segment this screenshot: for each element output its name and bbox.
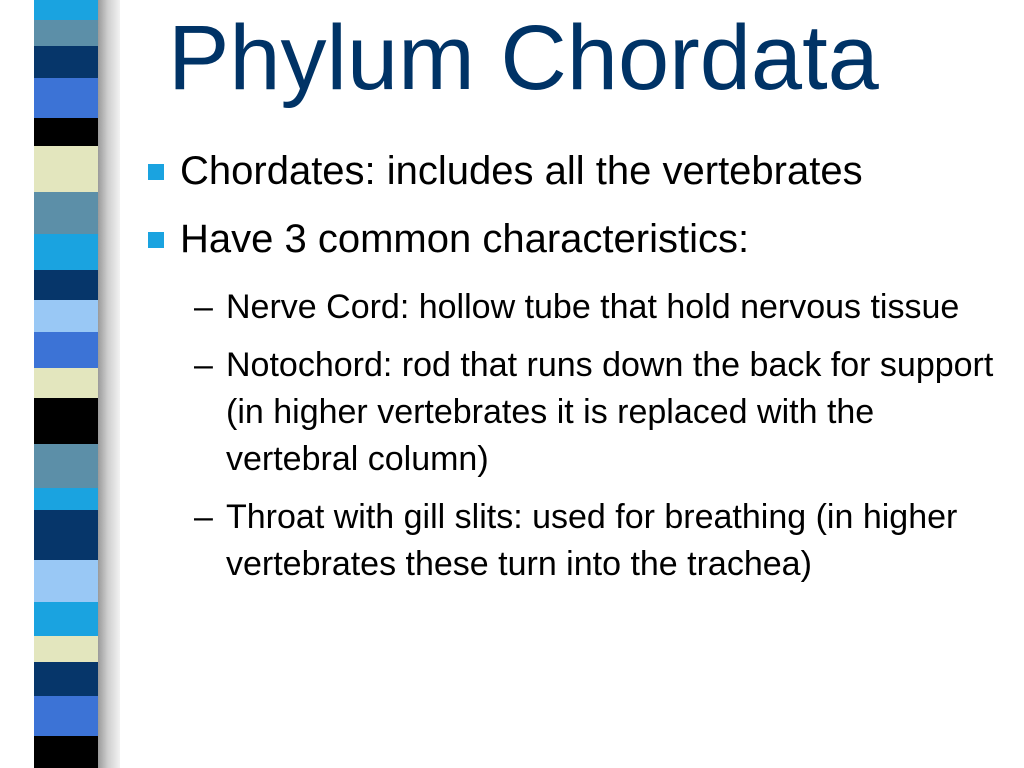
stripe-band: [34, 20, 98, 46]
decorative-stripe-bar: [0, 0, 120, 768]
stripe-band: [34, 602, 98, 636]
square-bullet-icon: [148, 164, 164, 180]
subbullet-text: Nerve Cord: hollow tube that hold nervous tissue: [226, 288, 960, 326]
stripe-band: [34, 560, 98, 602]
dash-bullet-icon: –: [194, 498, 213, 536]
stripe-band: [34, 398, 98, 444]
bullet-item: [140, 216, 1000, 262]
stripe-band: [34, 270, 98, 300]
stripe-band: [34, 234, 98, 270]
subbullet-item: [140, 284, 1000, 331]
stripe-band: [34, 736, 98, 768]
stripe-shadow: [98, 0, 120, 768]
subbullet-item: [140, 494, 1000, 588]
square-bullet-icon: [148, 232, 164, 248]
bullet-item: [140, 148, 1000, 194]
stripe-band: [34, 368, 98, 398]
stripe-band: [34, 0, 98, 20]
stripe-band: [34, 510, 98, 560]
dash-bullet-icon: –: [194, 346, 213, 384]
stripe-band: [34, 78, 98, 118]
stripe-band: [34, 488, 98, 510]
stripe-band: [34, 636, 98, 662]
slide-title: Phylum Chordata: [168, 7, 879, 109]
stripe-band: [34, 146, 98, 192]
stripe-band: [34, 300, 98, 332]
stripe-band: [34, 332, 98, 368]
stripe-band: [34, 118, 98, 146]
dash-bullet-icon: –: [194, 288, 213, 326]
slide-body: [140, 148, 1000, 599]
stripe-band: [34, 696, 98, 736]
stripe-column: [34, 0, 98, 768]
stripe-band: [34, 662, 98, 696]
subbullet-text: Throat with gill slits: used for breathing (in higher vertebrates these turn into the trachea): [226, 498, 958, 583]
stripe-band: [34, 192, 98, 234]
bullet-text: Chordates: includes all the vertebrates: [180, 149, 863, 193]
subbullet-text: Notochord: rod that runs down the back for support (in higher vertebrates it is replaced with the vertebral column): [226, 346, 994, 478]
stripe-band: [34, 46, 98, 78]
subbullet-item: [140, 342, 1000, 483]
bullet-text: Have 3 common characteristics:: [180, 217, 750, 261]
stripe-band: [34, 444, 98, 488]
